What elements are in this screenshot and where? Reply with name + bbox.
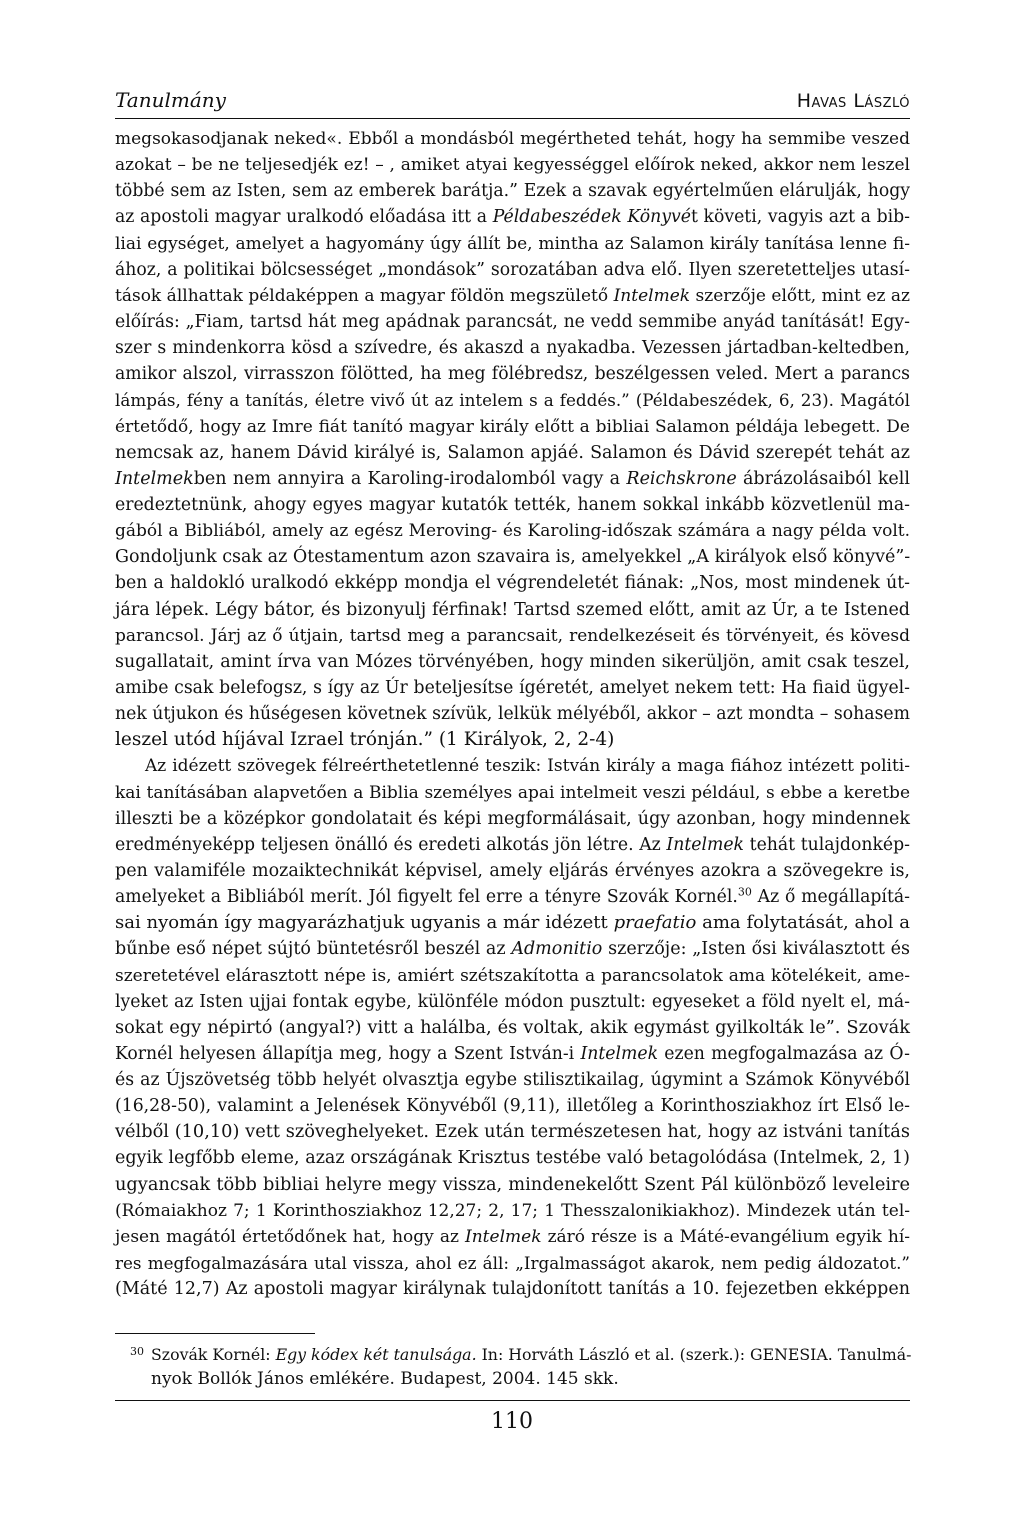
text-line	[115, 936, 910, 962]
line-text: Gondoljunk csak az Ótestamentum azon szavaira is, amelyekkel „A királyok első könyvé”-	[115, 547, 911, 568]
line-text: amelyeket a Bibliából merít. Jól figyelt fel erre a tényre Szovák Kornél.	[115, 887, 738, 908]
line-text: tehát tulajdonkép-	[744, 834, 910, 855]
line-text: előírás: „Fiam, tartsd hát meg apádnak parancsát, ne vedd semmibe anyád tanítását! Egy-	[115, 311, 910, 332]
line-text: ezen megfogalmazása az Ó-	[658, 1043, 910, 1064]
line-text: eredeztetnünk, ahogy egyes magyar kutatók tették, hanem sokkal inkább közvetlenül ma-	[115, 494, 910, 515]
text-line	[115, 780, 910, 806]
text-line	[115, 1224, 910, 1250]
text-line	[115, 309, 910, 335]
line-text: lyeket az Isten ujjai fontak egybe, különféle módon pusztult: egyeseket a föld nyelt el, má-	[115, 991, 910, 1012]
text-line	[115, 727, 910, 753]
line-text: többé sem az Isten, sem az emberek barátja.” Ezek a szavak egyértelműen elárulják, hogy	[115, 181, 910, 202]
section-label: Tanulmány	[115, 88, 226, 112]
text-line	[115, 1198, 910, 1224]
line-text: ben a haldokló uralkodó ekképp mondja el végrendeletét fiának: „Nos, most mindenek út-	[115, 573, 910, 594]
text-line	[115, 1041, 910, 1067]
footnote-text: Szovák Kornél:	[151, 1345, 276, 1364]
text-line	[115, 701, 910, 727]
text-line	[115, 623, 910, 649]
line-text: jesen magától értetődőnek hat, hogy az	[115, 1226, 466, 1247]
page-number: 110	[491, 1409, 533, 1434]
text-line	[115, 414, 910, 440]
footnote-marker: 30	[130, 1345, 144, 1358]
text-line	[115, 257, 910, 283]
line-text: az apostoli magyar uralkodó előadása itt a	[115, 207, 493, 228]
text-line	[115, 1093, 910, 1119]
line-text: szerzője előtt, mint ez az	[690, 285, 911, 306]
line-text: res megfogalmazására utal vissza, ahol ez áll: „Irgalmasságot akarok, nem pedig áldozatot.”	[115, 1253, 910, 1274]
line-text: (Rómaiakhoz 7; 1 Korinthosziakhoz 12,27; 2, 17; 1 Thesszalonikiakhoz). Mindezek után tel-	[115, 1200, 910, 1221]
line-text: ábrázolásaiból kell	[736, 468, 910, 489]
text-line	[115, 152, 910, 178]
text-line	[115, 204, 910, 230]
running-head	[115, 88, 910, 116]
line-text: lámpás, fény a tanítás, életre vivő út az intelem s a feddés.” (Példabeszédek, 6, 23). Magától	[115, 390, 910, 411]
italic-title: Reichskrone	[626, 468, 737, 489]
text-line	[115, 178, 910, 204]
text-line	[115, 597, 910, 623]
text-line	[115, 126, 910, 152]
text-line	[115, 283, 910, 309]
line-text: bűnbe eső népet sújtó büntetésről beszél az	[115, 939, 512, 960]
text-line	[115, 518, 910, 544]
italic-title: Intelmek	[465, 1226, 542, 1247]
text-line	[115, 1015, 910, 1041]
text-line	[115, 231, 910, 257]
line-text: ához, a politikai bölcsességet „mondások” sorozatában adva elő. Ilyen szeretetteljes utasí-	[115, 259, 910, 280]
line-text: (Máté 12,7) Az apostoli magyar királynak tulajdonított tanítás a 10. fejezetben ekképpen	[115, 1279, 910, 1300]
line-text: ugyancsak több bibliai helyre megy vissza, mindenekelőtt Szent Pál különböző leveleire	[115, 1174, 910, 1195]
line-text: leszel utód híjával Izrael trónján.” (1 Királyok, 2, 2-4)	[115, 729, 615, 751]
line-text: illeszti be a középkor gondolatait és képi megformálásait, úgy azonban, hogy mindennek	[115, 808, 910, 829]
text-line	[115, 1276, 910, 1302]
line-text: és az Újszövetség több helyét olvasztja egybe stilisztikailag, úgymint a Számok Könyvéből	[115, 1070, 910, 1091]
text-line	[115, 884, 910, 910]
text-line	[115, 1250, 910, 1276]
italic-title: Admonitio	[511, 939, 603, 960]
line-text: sai nyomán így magyarázhatjuk ugyanis a már idézett	[115, 912, 614, 934]
line-text: sugallatait, amint írva van Mózes törvényében, hogy minden sikerüljön, amit csak teszel,	[115, 651, 910, 672]
line-text: amibe csak belefogsz, s így az Úr beteljesítse ígéretét, amelyet nekem tett: Ha fiaid ügyel-	[115, 677, 910, 698]
text-line	[115, 989, 910, 1015]
line-text: nek útjukon és hűségesen követnek szívük, lelkük mélyéből, akkor – azt mondta – sohasem	[115, 704, 910, 725]
text-line	[115, 649, 910, 675]
line-text: egyik legfőbb eleme, azaz országának Krisztus testébe való betagolódása (Intelmek, 2, 1)	[115, 1148, 910, 1169]
italic-title: praefatio	[613, 912, 697, 934]
footnote-title: Egy kódex két tanulsága.	[275, 1345, 477, 1364]
italic-title: Intelmek	[580, 1043, 659, 1064]
italic-title: Intelmek	[666, 834, 745, 855]
italic-title: Intelmek	[115, 468, 194, 489]
line-text: szerzője: „Isten ősi kiválasztott és	[602, 939, 910, 960]
text-line	[115, 570, 910, 596]
text-line	[115, 753, 910, 779]
line-text: sokat egy népirtó (angyal?) vitt a halálba, és voltak, akik egymást gyilkolták le”. Szovák	[115, 1017, 910, 1038]
text-line	[115, 858, 910, 884]
text-line	[115, 387, 910, 413]
line-text: megsokasodjanak neked«. Ebből a mondásból megértheted tehát, hogy ha semmibe veszed	[115, 129, 910, 149]
line-text: jára lépek. Légy bátor, és bizonyulj férfinak! Tartsd szemed előtt, amit az Úr, a te Istened	[115, 599, 910, 620]
header-rule	[115, 118, 910, 119]
footnote-reference: 30	[737, 885, 752, 899]
text-line	[115, 361, 910, 387]
line-text: kai tanításában alapvetően a Biblia személyes apai intelmeit veszi például, s ebbe a keretbe	[115, 782, 910, 803]
text-line	[115, 832, 910, 858]
footnote-line: nyok Bollók János emlékére. Budapest, 2004. 145 skk.	[151, 1369, 619, 1389]
line-text: ben nem annyira a Karoling-irodalomból vagy a	[193, 468, 627, 489]
line-text: parancsol. Járj az ő útjain, tartsd meg a parancsait, rendelkezéseit és törvényeit, és kövesd	[115, 625, 910, 646]
footnote-rule	[115, 1333, 315, 1334]
line-text: Az idézett szövegek félreérthetetlenné teszik: István király a maga fiához intézett politi-	[145, 756, 910, 777]
text-line	[115, 492, 910, 518]
footnote-line	[115, 1342, 910, 1367]
footnote	[115, 1342, 910, 1392]
line-text: ama folytatását, ahol a	[696, 912, 910, 934]
line-text: liai egységet, amelyet a hagyomány úgy állít be, mintha az Salamon király tanítása lenne fi-	[115, 233, 910, 254]
line-text: záró része is a Máté-evangélium egyik hí-	[541, 1226, 911, 1247]
text-line	[115, 806, 910, 832]
line-text: eredményeképp teljesen önálló és eredeti alkotás jön létre. Az	[115, 834, 667, 855]
line-text: t követi, vagyis azt a bib-	[690, 207, 911, 228]
text-line	[115, 544, 910, 570]
line-text: amikor alszol, virrasszon fölötted, ha meg fölébredsz, beszélgessen veled. Mert a parancs	[115, 364, 910, 385]
line-text: szeretetével elárasztott népe is, amiért szétszakította a parancsolatok ama kötelékeit, ame-	[115, 965, 910, 986]
footer-rule	[115, 1400, 910, 1401]
text-line	[115, 1067, 910, 1093]
footnote-text: In: Horváth László et al. (szerk.): GENESIA. Tanulmá-	[476, 1345, 912, 1364]
line-text: tások állhattak példaképpen a magyar földön megszülető	[115, 285, 614, 306]
line-text: nemcsak az, hanem Dávid királyé is, Salamon apjáé. Salamon és Dávid szerepét tehát az	[115, 442, 910, 463]
italic-title: Intelmek	[613, 285, 691, 306]
line-text: szer s mindenkorra kösd a szívedre, és akaszd a nyakadba. Vezessen jártadban-keltedben,	[115, 338, 910, 359]
text-line	[115, 1145, 910, 1171]
text-line	[115, 1119, 910, 1145]
text-line	[115, 466, 910, 492]
line-text: pen valamiféle mozaiktechnikát képvisel, amely eljárás érvényes azokra a szövegekre is,	[115, 860, 910, 881]
body-text	[115, 126, 910, 1302]
line-text: gából a Bibliából, amely az egész Meroving- és Karoling-időszak számára a nagy példa volt.	[115, 521, 910, 542]
line-text: (16,28-50), valamint a Jelenések Könyvéből (9,11), illetőleg a Korinthosziakhoz írt Első le-	[115, 1096, 910, 1117]
author-name: Havas László	[796, 90, 910, 112]
line-text: vélből (10,10) vett szöveghelyeket. Ezek után természetesen hat, hogy az istváni tanítás	[115, 1122, 910, 1143]
line-text: azokat – be ne teljesedjék ez! – , amiket atyai kegyességgel előírok neked, akkor nem leszel	[115, 155, 910, 176]
line-text: értetődő, hogy az Imre fiát tanító magyar király előtt a bibliai Salamon példája lebegett. De	[115, 416, 910, 437]
line-text: Kornél helyesen állapítja meg, hogy a Szent István-i	[115, 1043, 581, 1064]
line-text: Az ő megállapítá-	[751, 887, 910, 908]
text-line	[115, 963, 910, 989]
text-line	[115, 910, 910, 936]
text-line	[115, 335, 910, 361]
text-line	[115, 440, 910, 466]
text-line	[115, 675, 910, 701]
italic-title: Példabeszédek Könyvé	[492, 207, 691, 228]
text-line	[115, 1172, 910, 1198]
